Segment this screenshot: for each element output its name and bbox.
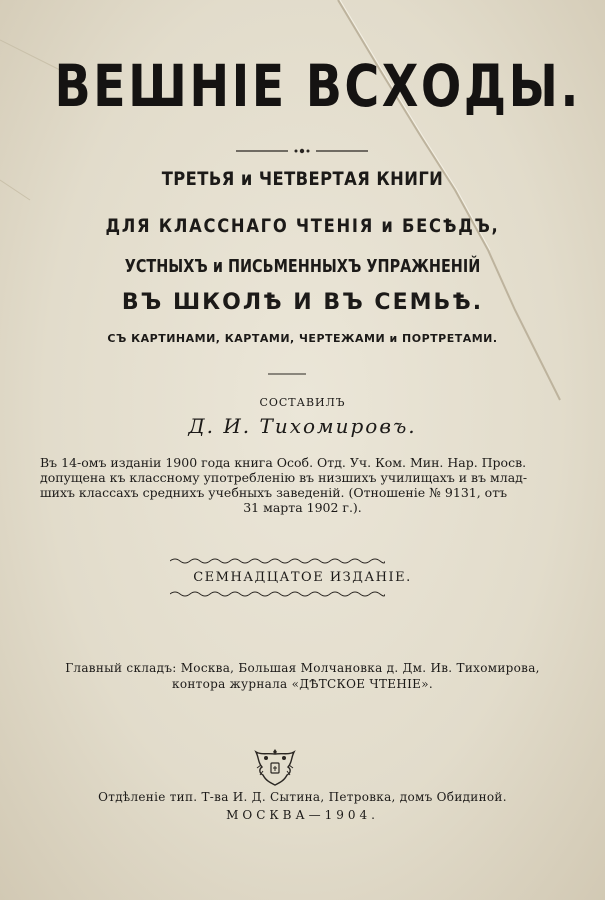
subtitle-line-4: ВЪ ШКОЛѢ И ВЪ СЕМЬѢ. bbox=[121, 290, 484, 315]
approval-note bbox=[40, 455, 565, 515]
double-headed-eagle-icon bbox=[253, 745, 297, 787]
approval-line-1: Въ 14-омъ изданіи 1900 года книга Особ. Отд. Уч. Ком. Мин. Нар. Просв. bbox=[40, 455, 527, 470]
author-name: Д. И. Тихомировъ. bbox=[188, 414, 417, 438]
short-divider bbox=[268, 372, 306, 376]
title-divider-ornament bbox=[236, 146, 368, 156]
warehouse-line-2: контора журнала «ДѢТСКОЕ ЧТЕНІЕ». bbox=[172, 677, 433, 691]
subtitle-line-2: ДЛЯ КЛАССНАГО ЧТЕНІЯ и БЕСѢДЪ, bbox=[105, 215, 500, 237]
book-title: ВЕШНІЕ ВСХОДЫ. bbox=[54, 52, 581, 120]
edition-label: СЕМНАДЦАТОЕ ИЗДАНІЕ. bbox=[193, 570, 412, 585]
city-year: МОСКВА—1904. bbox=[226, 808, 379, 822]
subtitle-line-1: ТРЕТЬЯ и ЧЕТВЕРТАЯ КНИГИ bbox=[161, 168, 444, 190]
edition-wave-top bbox=[170, 556, 385, 566]
subtitle-line-5: СЪ КАРТИНАМИ, КАРТАМИ, ЧЕРТЕЖАМИ и ПОРТРЕТАМИ. bbox=[107, 332, 498, 345]
subtitle-line-3: УСТНЫХЪ и ПИСЬМЕННЫХЪ УПРАЖНЕНІЙ bbox=[124, 256, 481, 277]
printer-line: Отдѣленіе тип. Т-ва И. Д. Сытина, Петровка, домъ Обидиной. bbox=[98, 790, 507, 804]
approval-line-4: 31 марта 1902 г.). bbox=[243, 500, 362, 515]
approval-line-3: шихъ классахъ среднихъ учебныхъ заведеній. (Отношеніе № 9131, отъ bbox=[40, 485, 508, 500]
compiled-by-label: СОСТАВИЛЪ bbox=[259, 396, 346, 409]
warehouse-note bbox=[0, 660, 605, 692]
edition-wave-bottom bbox=[170, 589, 385, 599]
warehouse-line-1: Главный складъ: Москва, Большая Молчановка д. Дм. Ив. Тихомирова, bbox=[65, 661, 540, 675]
approval-line-2: допущена къ классному употребленію въ низшихъ училищахъ и въ млад- bbox=[40, 470, 528, 485]
